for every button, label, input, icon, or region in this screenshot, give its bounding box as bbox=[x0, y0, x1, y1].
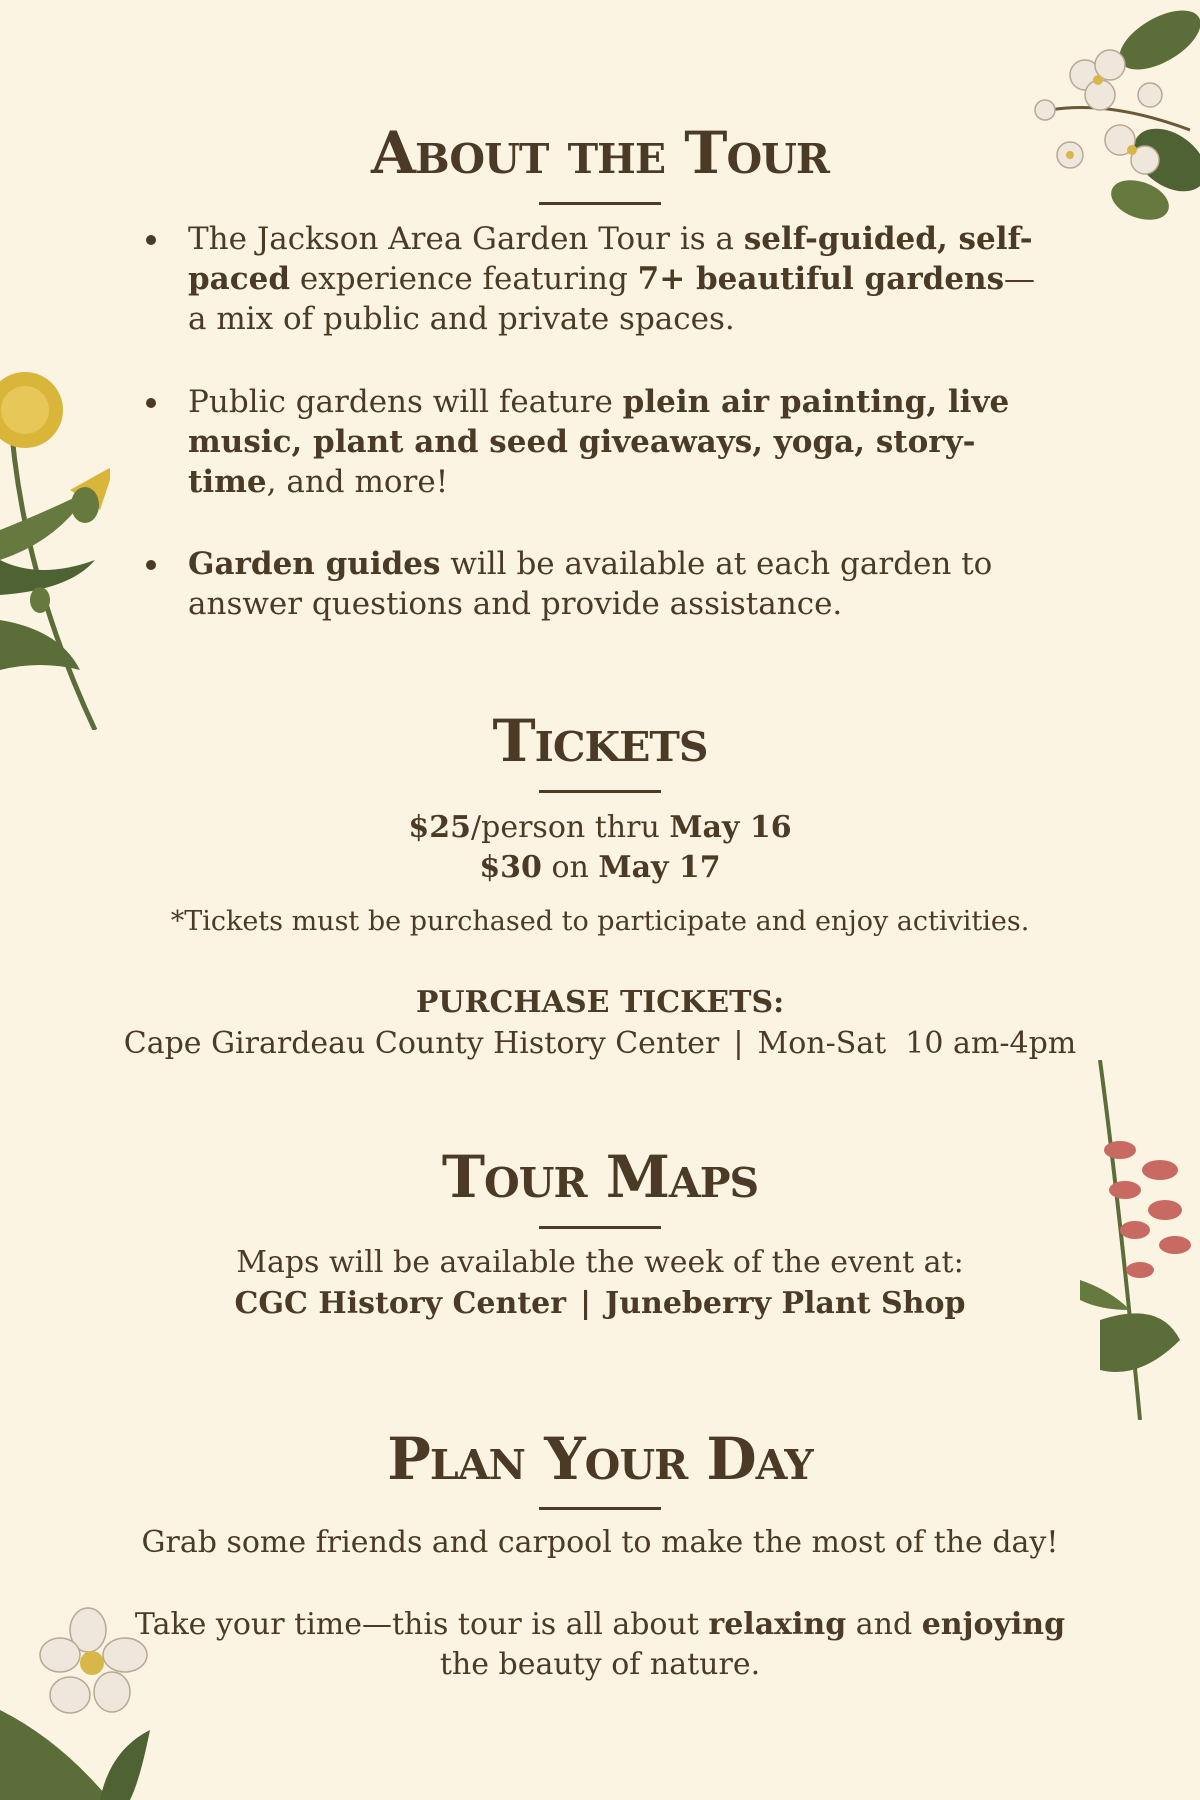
bullet-dot-icon bbox=[146, 398, 156, 408]
right-foxglove-illustration bbox=[1080, 1060, 1200, 1420]
about-heading: About the Tour bbox=[371, 119, 829, 187]
purchase-hours: Mon-Sat 10 am-4pm bbox=[757, 1026, 1077, 1061]
tickets-heading: Tickets bbox=[492, 707, 708, 775]
ticket-note: *Tickets must be purchased to participate and enjoy activities. bbox=[170, 906, 1030, 937]
about-bullet-3 bbox=[140, 544, 1040, 624]
maps-divider bbox=[539, 1226, 661, 1229]
bullet-dot-icon bbox=[146, 560, 156, 570]
bullet-text-3 bbox=[188, 546, 992, 622]
ticket-date-1: May 16 bbox=[669, 810, 792, 845]
purchase-label bbox=[0, 983, 1200, 1023]
plan-line-1: Grab some friends and carpool to make the most of the day! bbox=[141, 1525, 1059, 1560]
ticket-price-1: $25 bbox=[408, 810, 472, 845]
plan-line-2a: Take your time—this tour is all about bbox=[134, 1607, 709, 1642]
ticket-price-1-text: /person thru bbox=[471, 810, 670, 845]
about-bullet-2 bbox=[140, 382, 1040, 502]
bullet-text-2 bbox=[188, 384, 1009, 500]
bold-text-run: Garden guides bbox=[188, 546, 441, 582]
about-bullet-1 bbox=[140, 219, 1040, 339]
bold-text-run: self-guided, self-paced bbox=[188, 221, 1033, 297]
maps-locations bbox=[0, 1284, 1200, 1324]
text-run: experience featuring bbox=[290, 261, 638, 297]
ticket-price-line-1 bbox=[0, 808, 1200, 848]
ticket-price-line-2 bbox=[0, 848, 1200, 888]
plan-enjoying: enjoying bbox=[921, 1607, 1066, 1642]
maps-text: Maps will be available the week of the event at: bbox=[236, 1245, 964, 1280]
separator: | bbox=[580, 1286, 591, 1321]
separator: | bbox=[733, 1026, 744, 1061]
plan-line-2 bbox=[0, 1605, 1200, 1645]
ticket-price-2: $30 bbox=[479, 850, 542, 885]
left-dandelion-illustration bbox=[0, 370, 110, 730]
bullet-text-1 bbox=[188, 221, 1035, 337]
text-run: , and more! bbox=[266, 464, 449, 500]
maps-heading: Tour Maps bbox=[441, 1143, 759, 1211]
bold-text-run: 7+ beautiful gardens bbox=[637, 261, 1005, 297]
purchase-location-line bbox=[0, 1024, 1200, 1064]
maps-location-2: Juneberry Plant Shop bbox=[605, 1286, 966, 1321]
bold-text-run: plein air painting, live music, plant and seed giveaways, yoga, story-time bbox=[188, 384, 1010, 500]
about-divider bbox=[539, 202, 661, 205]
text-run: Public gardens will feature bbox=[188, 384, 623, 420]
ticket-price-2-text: on bbox=[541, 850, 599, 885]
plan-and: and bbox=[846, 1607, 922, 1642]
tickets-divider bbox=[539, 790, 661, 793]
ticket-date-2: May 17 bbox=[598, 850, 721, 885]
maps-location-1: CGC History Center bbox=[234, 1286, 567, 1321]
text-run: —a mix of public and private spaces. bbox=[188, 261, 1036, 337]
top-right-blossom-illustration bbox=[1010, 0, 1200, 230]
plan-divider bbox=[539, 1507, 661, 1510]
purchase-tickets-label: PURCHASE TICKETS: bbox=[415, 985, 785, 1020]
plan-heading: Plan Your Day bbox=[387, 1425, 813, 1493]
bullet-dot-icon bbox=[146, 235, 156, 245]
plan-relaxing: relaxing bbox=[708, 1607, 847, 1642]
purchase-location: Cape Girardeau County History Center bbox=[123, 1026, 720, 1061]
text-run: will be available at each garden to answer questions and provide assistance. bbox=[188, 546, 993, 622]
text-run: The Jackson Area Garden Tour is a bbox=[188, 221, 744, 257]
about-bullet-list bbox=[140, 219, 1040, 624]
plan-line-3: the beauty of nature. bbox=[439, 1647, 761, 1682]
